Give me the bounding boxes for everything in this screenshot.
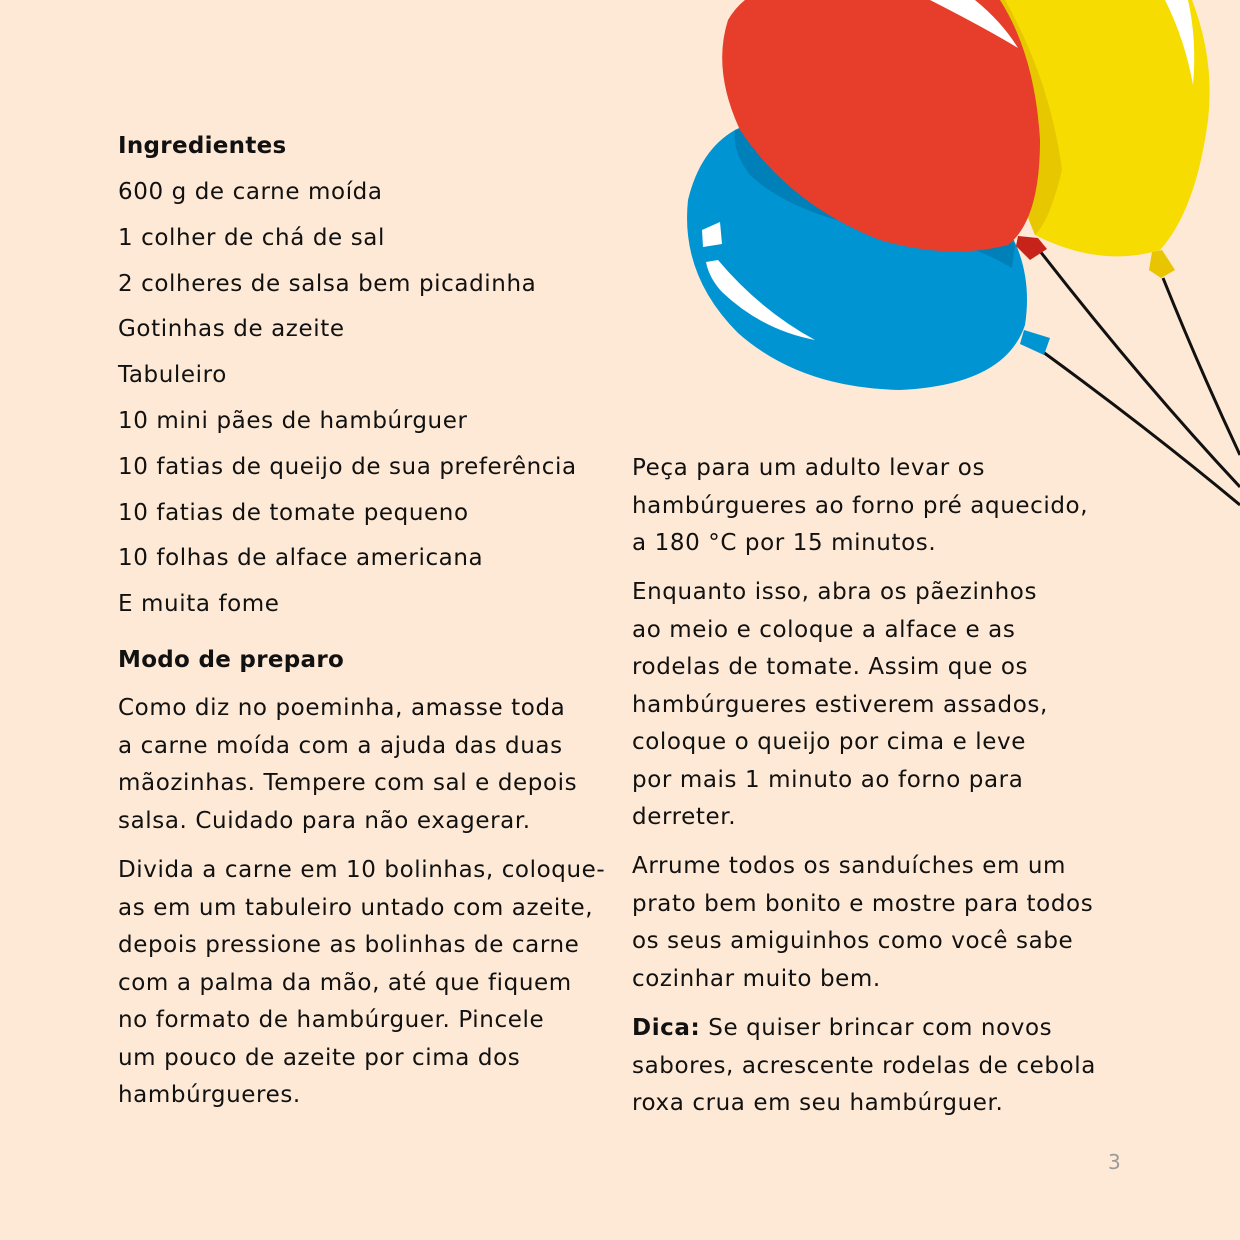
ingredient-item: Tabuleiro bbox=[118, 362, 227, 389]
ingredient-item: 10 folhas de alface americana bbox=[118, 545, 484, 572]
yellow-balloon bbox=[960, 0, 1210, 278]
blue-balloon bbox=[687, 116, 1050, 390]
tip-paragraph bbox=[632, 1010, 1122, 1123]
paragraph-line: um pouco de azeite por cima dos bbox=[118, 1044, 521, 1071]
paragraph-line: no formato de hambúrguer. Pincele bbox=[118, 1007, 545, 1033]
ingredient-item: 10 fatias de queijo de sua preferência bbox=[118, 453, 577, 480]
paragraph-line: ao meio e coloque a alface e as bbox=[632, 616, 1016, 643]
ingredient-item: E muita fome bbox=[118, 591, 280, 618]
paragraph-line: coloque o queijo por cima e leve bbox=[632, 729, 1026, 755]
method-paragraph bbox=[632, 848, 1122, 998]
method-paragraph bbox=[632, 450, 1122, 563]
method-paragraph bbox=[632, 574, 1122, 837]
paragraph-line: Enquanto isso, abra os pãezinhos bbox=[632, 579, 1038, 605]
ingredient-item: Gotinhas de azeite bbox=[118, 316, 345, 343]
ingredient-item: 1 colher de chá de sal bbox=[118, 224, 385, 251]
paragraph-line: por mais 1 minuto ao forno para bbox=[632, 766, 1024, 793]
red-balloon bbox=[722, 0, 1047, 260]
paragraph-line: derreter. bbox=[632, 804, 737, 830]
paragraph-line: cozinhar muito bem. bbox=[632, 965, 881, 992]
paragraph-line: hambúrgueres ao forno pré aquecido, bbox=[632, 492, 1089, 519]
paragraph-line: a 180 °C por 15 minutos. bbox=[632, 530, 937, 556]
paragraph-line: Arrume todos os sanduíches em um bbox=[632, 853, 1067, 879]
paragraph-line: hambúrgueres estiverem assados, bbox=[632, 691, 1048, 718]
paragraph-line: Peça para um adulto levar os bbox=[632, 455, 986, 481]
paragraph-line: hambúrgueres. bbox=[118, 1082, 301, 1108]
paragraph-line: com a palma da mão, até que fiquem bbox=[118, 969, 572, 996]
paragraph-line: sabores, acrescente rodelas de cebola bbox=[632, 1052, 1096, 1079]
tip-label: Dica: bbox=[632, 1015, 701, 1041]
paragraph-line: Se quiser brincar com novos bbox=[700, 1015, 1053, 1041]
ingredient-item: 600 g de carne moída bbox=[118, 179, 383, 205]
method-paragraph bbox=[118, 852, 608, 1115]
paragraph-line: depois pressione as bolinhas de carne bbox=[118, 932, 580, 958]
paragraph-line: rodelas de tomate. Assim que os bbox=[632, 654, 1029, 680]
paragraph-line: salsa. Cuidado para não exagerar. bbox=[118, 807, 531, 834]
paragraph-line: Como diz no poeminha, amasse toda bbox=[118, 695, 566, 721]
paragraph-line: roxa crua em seu hambúrguer. bbox=[632, 1090, 1004, 1116]
method-paragraph bbox=[118, 690, 608, 840]
paragraph-line: as em um tabuleiro untado com azeite, bbox=[118, 894, 594, 921]
paragraph-line: os seus amiguinhos como você sabe bbox=[632, 928, 1074, 954]
paragraph-line: mãozinhas. Tempere com sal e depois bbox=[118, 770, 578, 796]
ingredients-list bbox=[118, 175, 577, 633]
ingredient-item: 10 mini pães de hambúrguer bbox=[118, 407, 468, 434]
method-heading: Modo de preparo bbox=[118, 647, 345, 673]
paragraph-line: a carne moída com a ajuda das duas bbox=[118, 732, 563, 759]
ingredients-heading: Ingredientes bbox=[118, 133, 287, 159]
ingredient-item: 2 colheres de salsa bem picadinha bbox=[118, 270, 537, 297]
page-number: 3 bbox=[1108, 1150, 1121, 1174]
paragraph-line: Divida a carne em 10 bolinhas, coloque- bbox=[118, 857, 606, 883]
paragraph-line: prato bem bonito e mostre para todos bbox=[632, 890, 1094, 917]
ingredient-item: 10 fatias de tomate pequeno bbox=[118, 499, 469, 526]
